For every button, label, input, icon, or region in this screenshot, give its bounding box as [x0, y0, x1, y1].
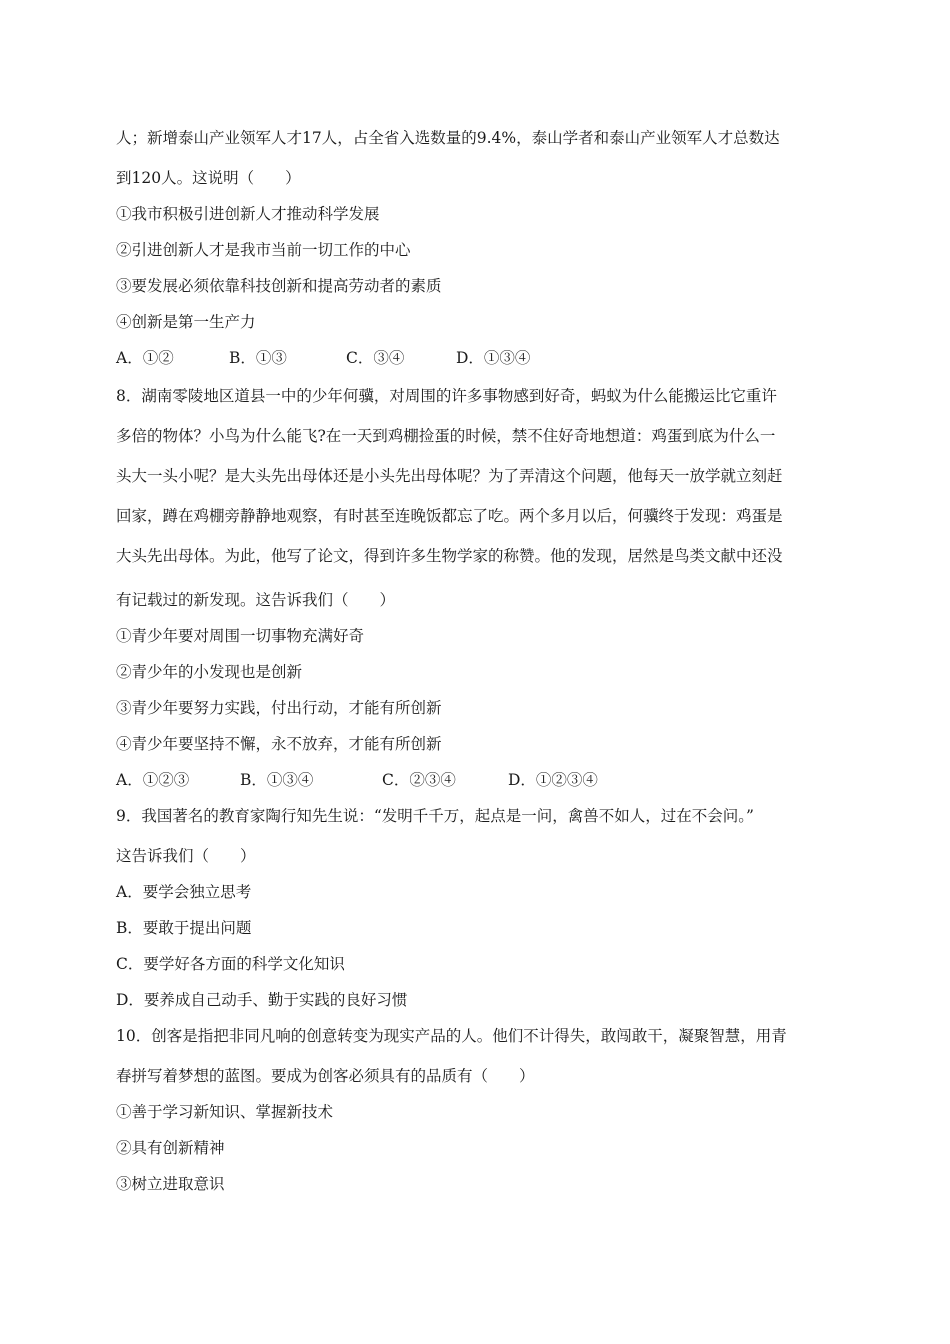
- q7-option-b: B．①③: [229, 349, 287, 367]
- q8-options: [116, 770, 840, 790]
- q8-stem-line-5: 大头先出母体。为此，他写了论文，得到许多生物学家的称赞。他的发现，居然是鸟类文献中还没: [116, 547, 783, 565]
- q7-item-4: ④创新是第一生产力: [116, 313, 256, 331]
- q9-option-b: B．要敢于提出问题: [116, 919, 252, 937]
- q8-stem-line-4: 回家，蹲在鸡棚旁静静地观察，有时甚至连晚饭都忘了吃。两个多月以后，何骥终于发现：鸡蛋是: [116, 507, 783, 525]
- q8-item-4: ④青少年要坚持不懈，永不放弃，才能有所创新: [116, 735, 442, 753]
- q7-stem-line-2: 到120人。这说明（ ）: [116, 169, 301, 187]
- q10-item-3: ③树立进取意识: [116, 1175, 225, 1193]
- q8-item-2: ②青少年的小发现也是创新: [116, 663, 303, 681]
- q8-option-b: B．①③④: [240, 771, 314, 789]
- q10-stem-line-1: 10．创客是指把非同凡响的创意转变为现实产品的人。他们不计得失，敢闯敢干，凝聚智慧，用青: [116, 1027, 787, 1045]
- q9-stem-line-2: 这告诉我们（ ）: [116, 847, 256, 865]
- q9-option-d: D．要养成自己动手、勤于实践的良好习惯: [116, 991, 408, 1009]
- q8-stem-line-2: 多倍的物体？小鸟为什么能飞?在一天到鸡棚捡蛋的时候，禁不住好奇地想道：鸡蛋到底为什么一: [116, 427, 776, 445]
- q10-item-1: ①善于学习新知识、掌握新技术: [116, 1103, 334, 1121]
- q7-option-d: D．①③④: [456, 349, 531, 367]
- q7-stem-line-1: 人；新增泰山产业领军人才17人，占全省入选数量的9.4%，泰山学者和泰山产业领军人才总数达: [116, 129, 780, 147]
- q8-stem-line-6: 有记载过的新发现。这告诉我们（ ）: [116, 591, 396, 609]
- q7-item-3: ③要发展必须依靠科技创新和提高劳动者的素质: [116, 277, 442, 295]
- q7-options: [116, 348, 840, 368]
- q8-option-c: C．②③④: [382, 771, 456, 789]
- q8-item-3: ③青少年要努力实践，付出行动，才能有所创新: [116, 699, 442, 717]
- q8-item-1: ①青少年要对周围一切事物充满好奇: [116, 627, 365, 645]
- q8-option-a: A．①②③: [116, 771, 190, 789]
- q10-item-2: ②具有创新精神: [116, 1139, 225, 1157]
- q9-option-c: C．要学好各方面的科学文化知识: [116, 955, 345, 973]
- q8-option-d: D．①②③④: [508, 771, 598, 789]
- q7-option-c: C．③④: [346, 349, 405, 367]
- q10-stem-line-2: 春拼写着梦想的蓝图。要成为创客必须具有的品质有（ ）: [116, 1067, 535, 1085]
- q7-item-2: ②引进创新人才是我市当前一切工作的中心: [116, 241, 411, 259]
- q9-option-a: A．要学会独立思考: [116, 883, 252, 901]
- q7-item-1: ①我市积极引进创新人才推动科学发展: [116, 205, 380, 223]
- q8-stem-line-1: 8．湖南零陵地区道县一中的少年何骥，对周围的许多事物感到好奇，蚂蚁为什么能搬运比它重许: [116, 387, 777, 405]
- q8-stem-line-3: 头大一头小呢？是大头先出母体还是小头先出母体呢？为了弄清这个问题，他每天一放学就立刻赶: [116, 467, 783, 485]
- q7-option-a: A．①②: [116, 349, 174, 367]
- q9-stem-line-1: 9．我国著名的教育家陶行知先生说：“发明千千万，起点是一问，禽兽不如人，过在不会问。”: [116, 807, 754, 825]
